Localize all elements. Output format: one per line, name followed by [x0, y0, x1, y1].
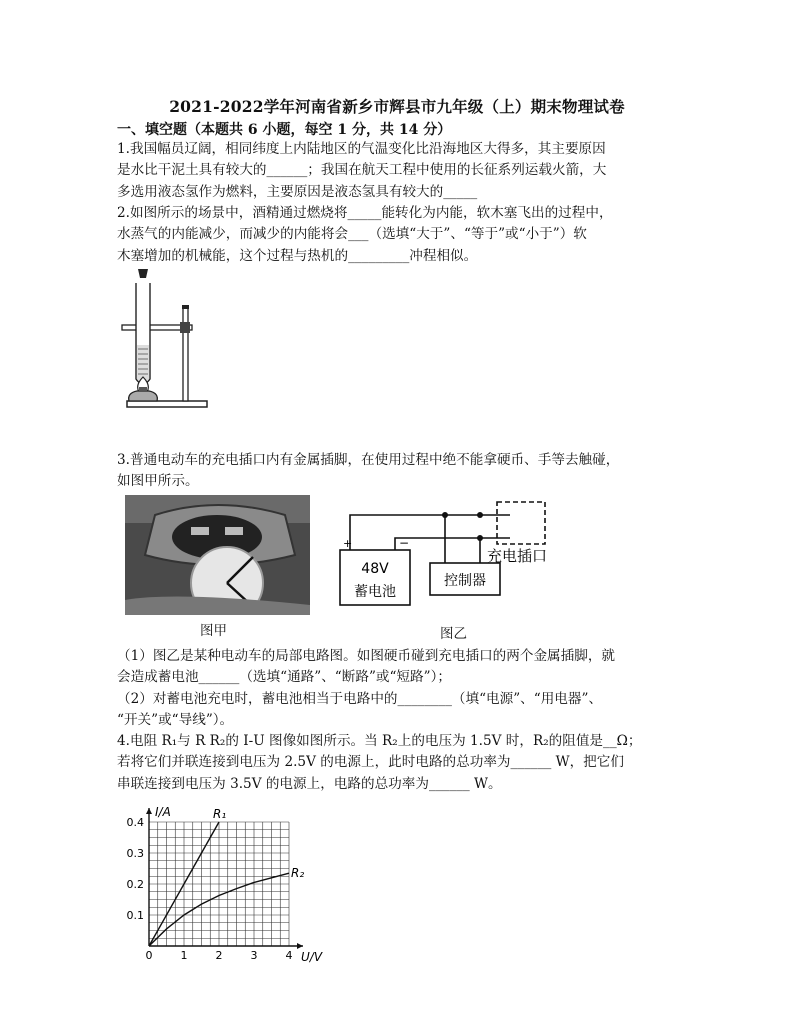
x-tick-label: 0 — [145, 949, 153, 962]
question-3-part-2-line-2: “开关”或“导线”）。 — [117, 711, 234, 728]
controller-label: 控制器 — [444, 573, 486, 589]
question-3-parts — [117, 646, 687, 731]
question-2-line-1: 2.如图所示的场景中，酒精通过燃烧将_____能转化为内能，软木塞飞出的过程中， — [117, 205, 613, 221]
question-1-line-3: 多选用液态氢作为燃料，主要原因是液态氢具有较大的_____ — [117, 183, 478, 200]
question-4-line-2: 若将它们并联连接到电压为 2.5V 的电源上，此时电路的总功率为______ W，把它们 — [117, 754, 624, 771]
question-3-part-1-line-1: （1）图乙是某种电动车的局部电路图。如图硬币碰到充电插口的两个金属插脚，就 — [117, 648, 616, 664]
x-axis-arrow — [297, 943, 303, 949]
y-tick-label: 0.3 — [126, 847, 144, 860]
question-3-part-2-line-1: （2）对蓄电池充电时，蓄电池相当于电路中的________（填“电源”、“用电器”、 — [117, 690, 603, 707]
question-3-line-2: 如图甲所示。 — [117, 473, 199, 490]
figure-jia-caption: 图甲 — [200, 623, 227, 639]
battery-name-label: 蓄电池 — [354, 584, 396, 600]
x-axis-label: U/V — [301, 950, 323, 964]
question-4-line-1: 4.电阻 R₁与 R R₂的 I-U 图像如图所示。当 R₂上的电压为 1.5V 时，R₂的阻值是__Ω； — [117, 733, 642, 749]
question-3 — [117, 450, 687, 493]
question-1 — [117, 139, 687, 203]
question-4 — [117, 731, 687, 795]
minus-label: − — [399, 536, 410, 550]
figure-yi-caption: 图乙 — [440, 626, 467, 642]
x-tick-label: 2 — [215, 949, 223, 962]
y-tick-label: 0.2 — [126, 878, 144, 891]
question-1-line-1: 1.我国幅员辽阔，相同纬度上内陆地区的气温变化比沿海地区大得多，其主要原因 — [117, 141, 606, 157]
question-3-part-1-line-2: 会造成蓄电池______（选填“通路”、“断路”或“短路”）； — [117, 669, 451, 686]
stand-rod — [183, 307, 188, 401]
iu-chart — [115, 800, 330, 965]
photo-coin-plug — [125, 495, 310, 615]
y-tick-label: 0.1 — [126, 909, 144, 922]
test-tube-figure — [115, 265, 215, 425]
y-axis-arrow — [146, 808, 152, 814]
battery-voltage-label: 48V — [361, 561, 389, 577]
port-label: 充电插口 — [487, 547, 548, 565]
question-2-line-2: 水蒸气的内能减少，而减少的内能将会___（选填“大于”、“等于”或“小于”）软 — [117, 226, 587, 243]
question-2 — [117, 203, 687, 267]
stand-base — [127, 401, 207, 407]
x-tick-label: 3 — [250, 949, 258, 962]
series-label-1: R₁ — [213, 807, 227, 821]
alcohol-lamp — [129, 391, 158, 401]
cork-icon — [138, 269, 148, 278]
x-tick-label: 1 — [180, 949, 188, 962]
question-1-line-2: 是水比干泥土具有较大的______；我国在航天工程中使用的长征系列运载火箭，大 — [117, 162, 607, 179]
page-title: 2021-2022学年河南省新乡市辉县市九年级（上）期末物理试卷 — [169, 97, 625, 116]
y-tick-label: 0.4 — [126, 816, 144, 829]
question-2-line-3: 木塞增加的机械能，这个过程与热机的_________冲程相似。 — [117, 247, 478, 264]
x-tick-label: 4 — [285, 949, 293, 962]
circuit-diagram — [335, 500, 550, 620]
question-3-line-1: 3.普通电动车的充电插口内有金属插脚，在使用过程中绝不能拿硬币、手等去触碰， — [117, 452, 620, 468]
series-label-2: R₂ — [291, 866, 305, 881]
section-heading: 一、填空题（本题共 6 小题，每空 1 分，共 14 分） — [117, 122, 452, 138]
question-4-line-3: 串联连接到电压为 3.5V 的电源上，电路的总功率为______ W。 — [117, 775, 502, 792]
plus-label: + — [343, 537, 353, 550]
y-axis-label: I/A — [155, 805, 171, 819]
